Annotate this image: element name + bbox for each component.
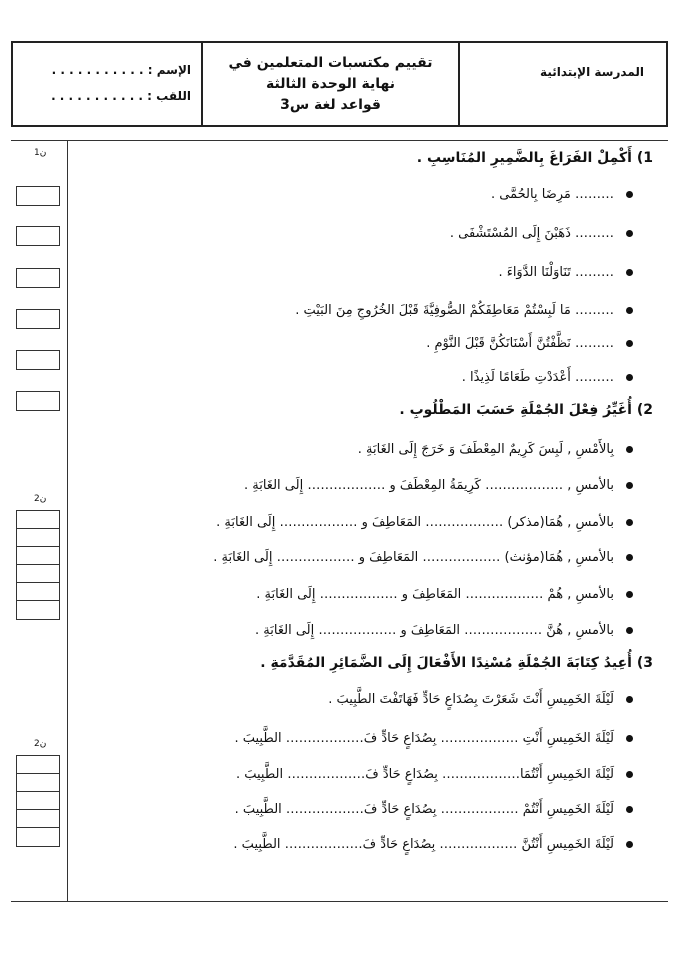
bullet-icon [626, 696, 633, 703]
header-table [11, 41, 668, 127]
grading-column-divider [67, 140, 68, 901]
name-field[interactable]: الإسم : . . . . . . . . . . . [51, 63, 191, 77]
bullet-icon [626, 554, 633, 561]
q1-item: ……… مَرِضَا بِالحُمَّى . [75, 187, 653, 202]
q2-item: بِالأَمْسِ , لَبِسَ كَرِيمٌ المِعْطَفَ وَ خَرَجَ إِلَى الغَابَةِ . [75, 442, 653, 457]
mark-q2: ن2 [34, 494, 47, 504]
title-cell [201, 43, 458, 125]
title-line-2: نهاية الوحدة الثالثة [265, 76, 395, 92]
bullet-icon [626, 771, 633, 778]
bullet-icon [626, 307, 633, 314]
title-line-3: قواعد لغة س3 [280, 97, 381, 113]
score-box[interactable] [16, 226, 60, 246]
bullet-icon [626, 519, 633, 526]
q2-item: بالأمسِ , هُمْ ……………… المَعَاطِفَ و ……………… إِلَى الغَابَةِ . [75, 587, 653, 602]
bullet-icon [626, 340, 633, 347]
bullet-icon [626, 191, 633, 198]
q1-item: ……… مَا لَبِسْتُمْ مَعَاطِفَكُمْ الصُّوفِيَّةَ قَبْلَ الخُرُوجِ مِنَ البَيْتِ . [75, 303, 653, 318]
exercise-content [75, 140, 653, 901]
bullet-icon [626, 482, 633, 489]
surname-field[interactable]: اللقب : . . . . . . . . . . . [51, 89, 191, 103]
question-3-title: 3) أُعِيدُ كِتَابَةَ الجُمْلَةِ مُسْنِدًا الأَفْعَالَ إِلَى الضَّمَائِرِ المُقَدَّمَةِ . [260, 655, 653, 671]
bullet-icon [626, 735, 633, 742]
bullet-icon [626, 806, 633, 813]
q1-item: ……… تَنَاوَلْنَا الدَّوَاءَ . [75, 265, 653, 280]
bullet-icon [626, 230, 633, 237]
title-line-1: تقييم مكتسبات المتعلمين في [228, 55, 433, 71]
q2-item: بالأمسِ , ……………… كَرِيمَةُ المِعْطَفَ و ……………… إِلَى الغَابَةِ . [75, 478, 653, 493]
bullet-icon [626, 374, 633, 381]
mark-q1: ن1 [34, 148, 47, 158]
q2-item: بالأمسِ , هُمَا(مؤنث) ……………… المَعَاطِفَ و ……………… إِلَى الغَابَةِ . [75, 550, 653, 565]
q3-item: لَيْلَةَ الخَمِيسِ أَنْتِ ……………… بِصُدَاعٍ حَادٍّ فَ……………… الطَّبِيبَ . [75, 731, 653, 746]
score-box[interactable] [16, 350, 60, 370]
student-info-cell [13, 43, 201, 125]
q3-item: لَيْلَةَ الخَمِيسِ أَنْتَ شَعَرْتَ بِصُدَاعٍ حَادٍّ فَهَاتَفْتَ الطَّبِيبَ . [75, 692, 653, 707]
q1-item: ……… نَظَّفْتُنَّ أَسْنَانَكُنَّ قَبْلَ النَّوْمِ . [75, 336, 653, 351]
q2-item: بالأمسِ , هُنَّ ……………… المَعَاطِفَ و ……………… إِلَى الغَابَةِ . [75, 623, 653, 638]
q2-item: بالأمسِ , هُمَا(مذكر) ……………… المَعَاطِفَ و ……………… إِلَى الغَابَةِ . [75, 515, 653, 530]
bullet-icon [626, 269, 633, 276]
school-cell [458, 43, 666, 125]
score-grid-q2[interactable] [16, 510, 60, 620]
bullet-icon [626, 591, 633, 598]
q1-item: ……… ذَهَبْنَ إِلَى المُسْتَشْفَى . [75, 226, 653, 241]
score-box[interactable] [16, 309, 60, 329]
frame-bottom-line [11, 901, 668, 902]
question-2-title: 2) أُغَيِّرُ فِعْلَ الجُمْلَةِ حَسَبَ المَطْلُوبِ . [399, 402, 653, 418]
bullet-icon [626, 446, 633, 453]
score-grid-q3[interactable] [16, 755, 60, 847]
q3-item: لَيْلَةَ الخَمِيسِ أَنْتُنَّ ……………… بِصُدَاعٍ حَادٍّ فَ……………… الطَّبِيبَ . [75, 837, 653, 852]
q3-item: لَيْلَةَ الخَمِيسِ أَنْتُمْ ……………… بِصُدَاعٍ حَادٍّ فَ……………… الطَّبِيبَ . [75, 802, 653, 817]
school-name: المدرسة الإبتدائية [540, 65, 644, 79]
q1-item: ……… أَعْدَدْتِ طَعَامًا لَذِيذًا . [75, 370, 653, 385]
score-box[interactable] [16, 186, 60, 206]
bullet-icon [626, 627, 633, 634]
mark-q3: ن2 [34, 739, 47, 749]
bullet-icon [626, 841, 633, 848]
question-1-title: 1) أَكْمِلْ الفَرَاغَ بِالضَّمِيرِ المُنَاسِبِ . [416, 150, 653, 166]
score-box[interactable] [16, 391, 60, 411]
score-box[interactable] [16, 268, 60, 288]
q3-item: لَيْلَةَ الخَمِيسِ أَنْتُمَا……………… بِصُدَاعٍ حَادٍّ فَ……………… الطَّبِيبَ . [75, 767, 653, 782]
